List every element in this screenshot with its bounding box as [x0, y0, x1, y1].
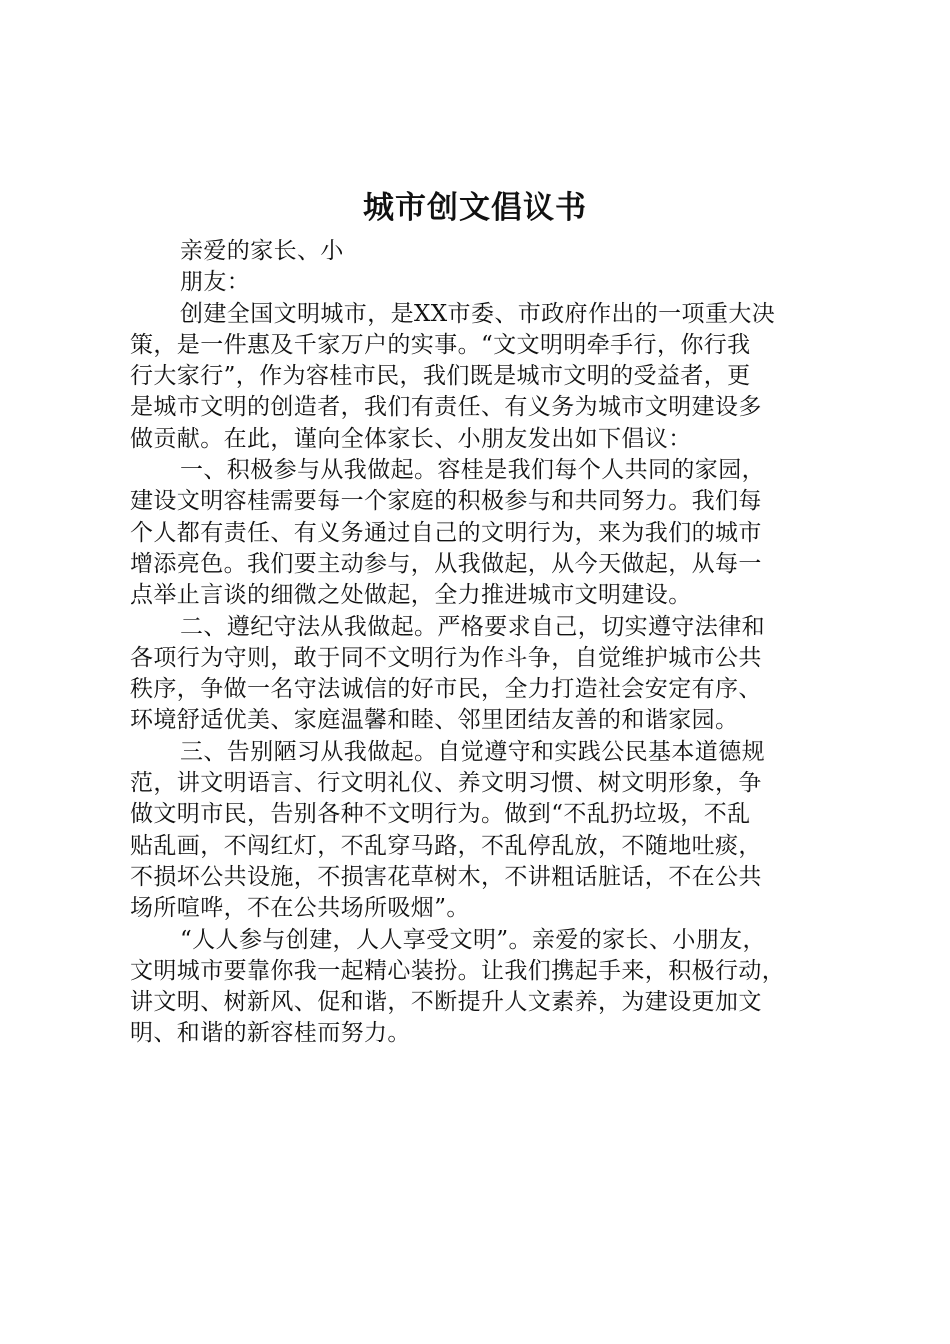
- body-line: 环境舒适优美、家庭温馨和睦、邻里团结友善的和谐家园。: [130, 707, 739, 734]
- body-line: 贴乱画，不闯红灯，不乱穿马路，不乱停乱放，不随地吐痰，: [130, 832, 762, 859]
- body-line: “人人参与创建，人人享受文明”。亲爱的家长、小朋友，: [180, 926, 766, 953]
- body-line: 场所喧哗，不在公共场所吸烟”。: [130, 895, 470, 922]
- body-line: 做贡献。在此，谨向全体家长、小朋友发出如下倡议：: [130, 425, 692, 452]
- body-line: 点举止言谈的细微之处做起，全力推进城市文明建设。: [130, 582, 692, 609]
- body-line: 不损坏公共设施，不损害花草树木，不讲粗话脏话，不在公共: [130, 863, 762, 890]
- body-line: 亲爱的家长、小: [180, 238, 344, 264]
- body-line: 个人都有责任、有义务通过自己的文明行为，来为我们的城市: [130, 519, 762, 546]
- body-line: 文明城市要靠你我一起精心装扮。让我们携起手来，积极行动，: [130, 957, 786, 984]
- body-line: 明、和谐的新容桂而努力。: [130, 1020, 411, 1047]
- body-line: 建设文明容桂需要每一个家庭的积极参与和共同努力。我们每: [130, 488, 762, 515]
- body-line: 策，是一件惠及千家万户的实事。“文文明明牵手行，你行我: [130, 331, 751, 358]
- body-line: 秩序，争做一名守法诚信的好市民，全力打造社会安定有序、: [130, 676, 762, 703]
- document-title: 城市创文倡议书: [363, 190, 587, 226]
- document-body: [130, 236, 835, 1050]
- body-line: 讲文明、树新风、促和谐，不断提升人文素养，为建设更加文: [130, 989, 762, 1016]
- body-line: 一、积极参与从我做起。容桂是我们每个人共同的家园，: [180, 457, 765, 484]
- body-line: 二、遵纪守法从我做起。严格要求自己，切实遵守法律和: [180, 613, 765, 640]
- body-line: 创建全国文明城市，是XX市委、市政府作出的一项重大决: [180, 300, 776, 327]
- body-line: 增添亮色。我们要主动参与，从我做起，从今天做起，从每一: [130, 550, 762, 577]
- body-line: 行大家行”，作为容桂市民，我们既是城市文明的受益者，更: [130, 363, 751, 390]
- body-line: 范，讲文明语言、行文明礼仪、养文明习惯、树文明形象，争: [130, 770, 762, 797]
- body-line: 做文明市民，告别各种不文明行为。做到“不乱扔垃圾，不乱: [130, 801, 751, 828]
- body-line: 是城市文明的创造者，我们有责任、有义务为城市文明建设多: [130, 394, 762, 421]
- body-line: 朋友：: [180, 269, 251, 296]
- body-line: 三、告别陋习从我做起。自觉遵守和实践公民基本道德规: [180, 738, 765, 765]
- body-line: 各项行为守则，敢于同不文明行为作斗争，自觉维护城市公共: [130, 644, 762, 671]
